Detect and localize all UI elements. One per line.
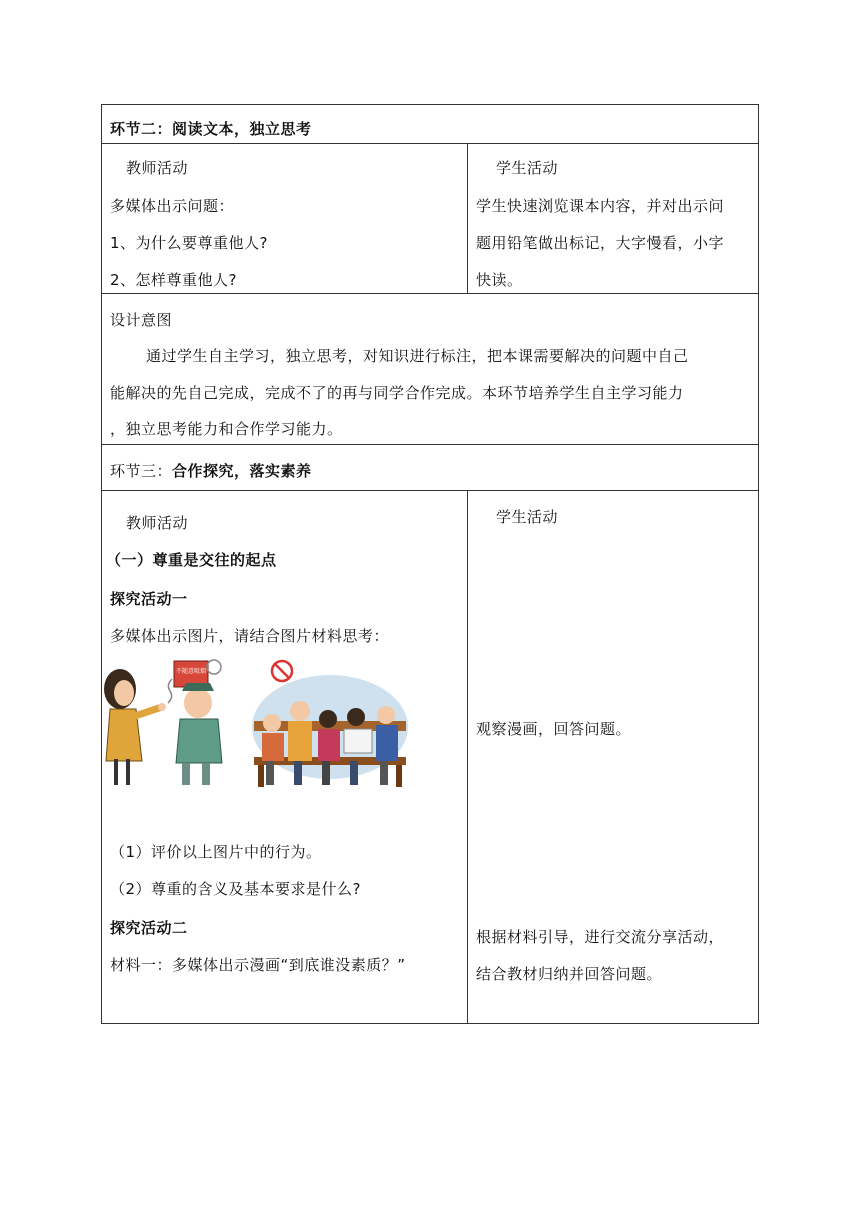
teacher-activity-heading: 教师活动 [126, 159, 189, 177]
section2-header: 环节二：阅读文本，独立思考 [110, 120, 312, 138]
question-2: （2）尊重的含义及基本要求是什么? [110, 880, 362, 898]
section3-header-bold: 合作探究，落实素养 [172, 462, 312, 480]
student-answer-1: 观察漫画，回答问题。 [476, 720, 632, 738]
section3-teacher-cell [101, 490, 468, 1024]
material-1: 材料一：多媒体出示漫画“到底谁没素质？” [110, 956, 406, 974]
design-intent-cell [101, 293, 759, 445]
teacher-activity-heading-2: 教师活动 [126, 514, 189, 532]
cartoon-sign-text: 不随意吸烟 [175, 668, 207, 675]
design-intent-line-2: 能解决的先自己完成，完成不了的再与同学合作完成。本环节培养学生自主学习能力 [110, 384, 684, 402]
student-line-1: 学生快速浏览课本内容，并对出示问 [476, 197, 725, 215]
activity1-title: 探究活动一 [110, 590, 188, 608]
section2-header-cell [101, 104, 759, 144]
question-1: （1）评价以上图片中的行为。 [110, 843, 322, 861]
section3-header-prefix: 环节三： [110, 462, 173, 480]
no-smoking-icon [272, 661, 292, 681]
student-answer-2-line-2: 结合教材归纳并回答问题。 [476, 965, 663, 983]
design-intent-heading: 设计意图 [110, 311, 173, 329]
teacher-line-2: 1、为什么要尊重他人? [110, 234, 269, 252]
section3-header [110, 461, 312, 481]
cartoon-bench-smokers [250, 657, 410, 791]
teacher-line-1: 多媒体出示问题： [110, 197, 235, 215]
student-answer-2-line-1: 根据材料引导，进行交流分享活动， [476, 928, 725, 946]
student-activity-heading: 学生活动 [496, 159, 559, 177]
section2-teacher-cell [101, 143, 468, 294]
section3-subtitle: （一）尊重是交往的起点 [106, 551, 277, 569]
activity2-title: 探究活动二 [110, 919, 188, 937]
student-activity-heading-2: 学生活动 [496, 508, 559, 526]
student-line-2: 题用铅笔做出标记，大字慢看，小字 [476, 234, 725, 252]
activity1-text: 多媒体出示图片，请结合图片材料思考： [110, 627, 390, 645]
teacher-line-3: 2、怎样尊重他人? [110, 271, 238, 289]
section3-student-cell [467, 490, 759, 1024]
cartoon-smoking-guard [102, 651, 232, 791]
section2-student-cell [467, 143, 759, 294]
design-intent-line-1: 通过学生自主学习，独立思考，对知识进行标注，把本课需要解决的问题中自己 [146, 347, 689, 365]
design-intent-line-3: ，独立思考能力和合作学习能力。 [110, 420, 343, 438]
student-line-3: 快读。 [476, 271, 523, 289]
section3-header-cell [101, 444, 759, 491]
